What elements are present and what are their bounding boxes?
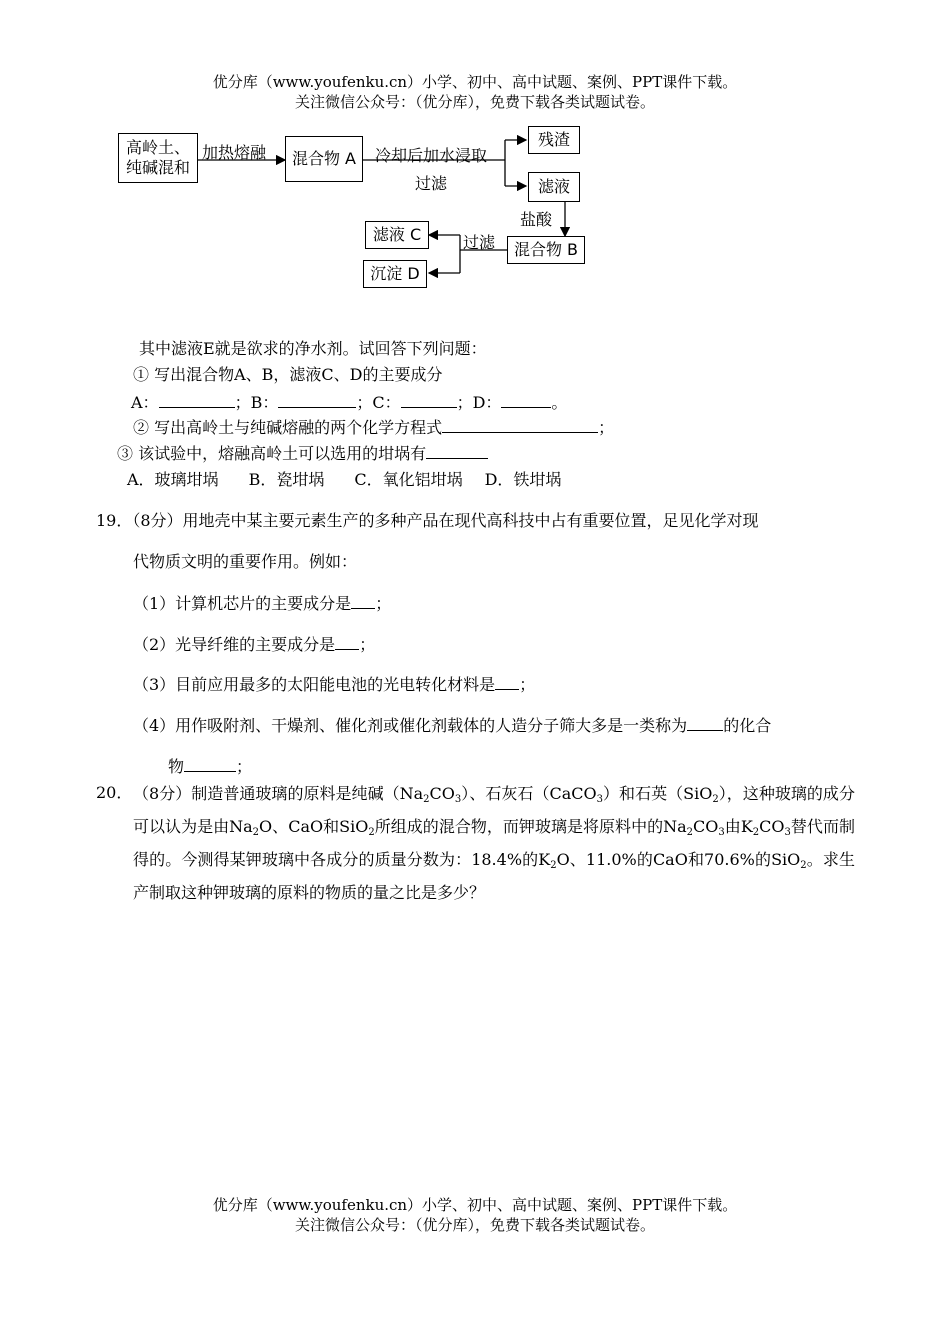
blank-a[interactable]	[159, 391, 235, 408]
header-line-2: 关注微信公众号：（优分库），免费下载各类试题试卷。	[294, 93, 655, 111]
q20-body: （8分）制造普通玻璃的原料是纯碱$(Na_2CO_3)$、石灰石（CaCO$_3$）和石英（SiO$_2$），这种玻璃的成分可以认为是由$Na_2O$、CaO和SiO$_2$所组成的混合物，而钾玻璃是将原料中的$Na_2CO_3$由$K_2CO_3$替代而制得的。今测得某钾玻璃中各成分的质量分数为：18.4%的$K_2O$、11.0%的CaO和70.6%的SiO$_2$。求生产制取这种钾玻璃的原料的物质的量之比是多少？	[133, 784, 855, 902]
q19-p1-semi: ；	[375, 594, 392, 613]
blank-c[interactable]	[401, 391, 457, 408]
q18-sub3-line	[117, 442, 488, 465]
blank-q19-4a[interactable]	[687, 714, 723, 731]
q18-options	[127, 469, 561, 491]
box-start: 高岭土、纯碱混和	[118, 133, 198, 183]
q18-end: 。	[551, 393, 568, 412]
q18-label-b: ；B：	[234, 393, 279, 412]
q20-number: 20．	[96, 783, 133, 802]
box-residue: 残渣	[528, 126, 580, 154]
blank-q19-4b[interactable]	[184, 755, 236, 772]
q19-p4-text-c: 物	[168, 757, 185, 776]
box-filtrate: 滤液	[528, 172, 580, 202]
label-filter-2: 过滤	[463, 233, 496, 252]
q18-label-a: A：	[131, 393, 159, 412]
q18-intro: 其中滤液E就是欲求的净水剂。试回答下列问题：	[139, 339, 487, 358]
box-precip-d: 沉淀 D	[363, 260, 427, 288]
box-mix-a: 混合物 A	[285, 136, 363, 182]
q19-line1: 19．（8分）用地壳中某主要元素生产的多种产品在现代高科技中占有重要位置，足见化学对现	[96, 511, 759, 530]
q18-label-d: ；D：	[456, 393, 502, 412]
q18-sub3: ③ 该试验中，熔融高岭土可以选用的坩埚有	[117, 444, 427, 463]
q18-answer-line	[131, 391, 567, 414]
q18-sub1: ① 写出混合物A、B，滤液C、D的主要成分	[133, 365, 443, 384]
q19-p3-text: （3）目前应用最多的太阳能电池的光电转化材料是	[133, 675, 496, 694]
q18-sub2: ② 写出高岭土与纯碱熔融的两个化学方程式	[133, 418, 443, 437]
blank-q19-2[interactable]	[335, 633, 359, 650]
footer-line-1: 优分库（www.youfenku.cn）小学、初中、高中试题、案例、PPT课件下载。	[212, 1196, 738, 1214]
label-cool-leach: 冷却后加水浸取	[375, 146, 488, 165]
header-line-1: 优分库（www.youfenku.cn）小学、初中、高中试题、案例、PPT课件下载。	[212, 73, 738, 91]
blank-q19-3[interactable]	[495, 673, 519, 690]
blank-d[interactable]	[501, 391, 551, 408]
q19-p2-semi: ；	[359, 635, 376, 654]
q18-sub2-end: ；	[598, 418, 615, 437]
q18-sub2-line	[133, 416, 614, 439]
option-a: A．玻璃坩埚	[127, 470, 219, 489]
q19-line2: 代物质文明的重要作用。例如：	[133, 552, 358, 571]
q19-p4-text: （4）用作吸附剂、干燥剂、催化剂或催化剂载体的人造分子筛大多是一类称为	[133, 716, 688, 735]
q19-part4	[133, 714, 771, 737]
blank-equations[interactable]	[442, 416, 598, 433]
q19-p1-text: （1）计算机芯片的主要成分是	[133, 594, 352, 613]
q19-part1	[133, 592, 391, 615]
q19-p2-text: （2）光导纤维的主要成分是	[133, 635, 336, 654]
q19-part3	[133, 673, 535, 696]
footer-line-2: 关注微信公众号：（优分库），免费下载各类试题试卷。	[294, 1216, 655, 1234]
blank-q19-1[interactable]	[351, 592, 375, 609]
label-heat-melt: 加热熔融	[202, 143, 267, 162]
box-mix-b: 混合物 B	[507, 236, 585, 264]
q19-part2	[133, 633, 375, 656]
q19-p4-text-b: 的化合	[723, 716, 772, 735]
q19-p3-semi: ；	[519, 675, 536, 694]
blank-crucible[interactable]	[426, 442, 488, 459]
blank-b[interactable]	[278, 391, 356, 408]
label-filter-1: 过滤	[415, 174, 448, 193]
q19-p4-semi: ；	[236, 757, 253, 776]
q19-part4-cont	[168, 755, 252, 778]
box-filtrate-c: 滤液 C	[365, 221, 429, 249]
q18-label-c: ；C：	[356, 393, 401, 412]
option-d: D．铁坩埚	[484, 470, 562, 489]
option-b: B．瓷坩埚	[248, 470, 325, 489]
option-c: C．氧化铝坩埚	[354, 470, 463, 489]
label-acid: 盐酸	[520, 210, 553, 229]
